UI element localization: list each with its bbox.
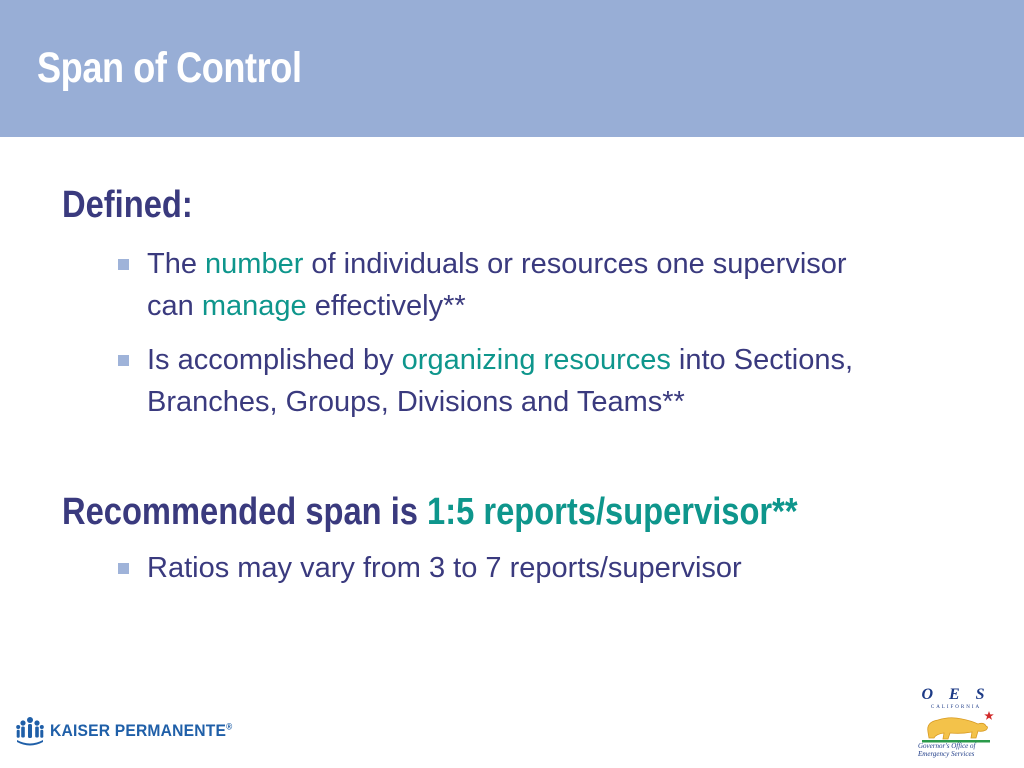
- kaiser-logo-text: [50, 721, 232, 741]
- bullet-text: Ratios may vary from 3 to 7 reports/supervisor: [147, 552, 742, 584]
- star-icon: [984, 711, 994, 720]
- keyword-manage: manage: [201, 290, 307, 322]
- oes-logo-text: O E S: [921, 686, 991, 703]
- bullet-text-part: Is accomplished by: [147, 344, 402, 376]
- slide-title: Span of Control: [37, 44, 302, 92]
- bullet-text-part: of individuals or resources one supervisor can: [147, 248, 847, 322]
- oes-logo-subtext: CALIFORNIA: [930, 705, 982, 710]
- heading-recommended: [62, 491, 798, 534]
- oes-logo-caption: Governor's Office of Emergency Services: [918, 742, 976, 758]
- bullet-text: [147, 243, 887, 327]
- kaiser-permanente-logo: [16, 714, 248, 748]
- heading-defined: Defined:: [62, 184, 193, 226]
- heading-recommended-ratio: 1:5 reports/supervisor**: [427, 491, 798, 533]
- square-bullet-icon: [118, 563, 129, 574]
- registered-mark: ®: [226, 721, 233, 732]
- title-bar: [0, 0, 1024, 137]
- keyword-number: number: [205, 248, 304, 280]
- square-bullet-icon: [118, 355, 129, 366]
- heading-recommended-text: Recommended span is: [62, 491, 428, 533]
- bullet-text: [147, 339, 887, 423]
- square-bullet-icon: [118, 259, 129, 270]
- bullet-text-part: The: [147, 248, 206, 280]
- bear-icon: [916, 710, 996, 744]
- kaiser-people-icon: [16, 716, 44, 746]
- bullet-text-part: into Sections, Branches, Groups, Divisions and Teams**: [147, 344, 854, 418]
- kaiser-logo-wordmark: KAISER PERMANENTE: [50, 721, 227, 740]
- bullet-text-part: effectively**: [306, 290, 466, 322]
- keyword-organizing-resources: organizing resources: [401, 344, 671, 376]
- oes-bear-logo: [916, 686, 996, 762]
